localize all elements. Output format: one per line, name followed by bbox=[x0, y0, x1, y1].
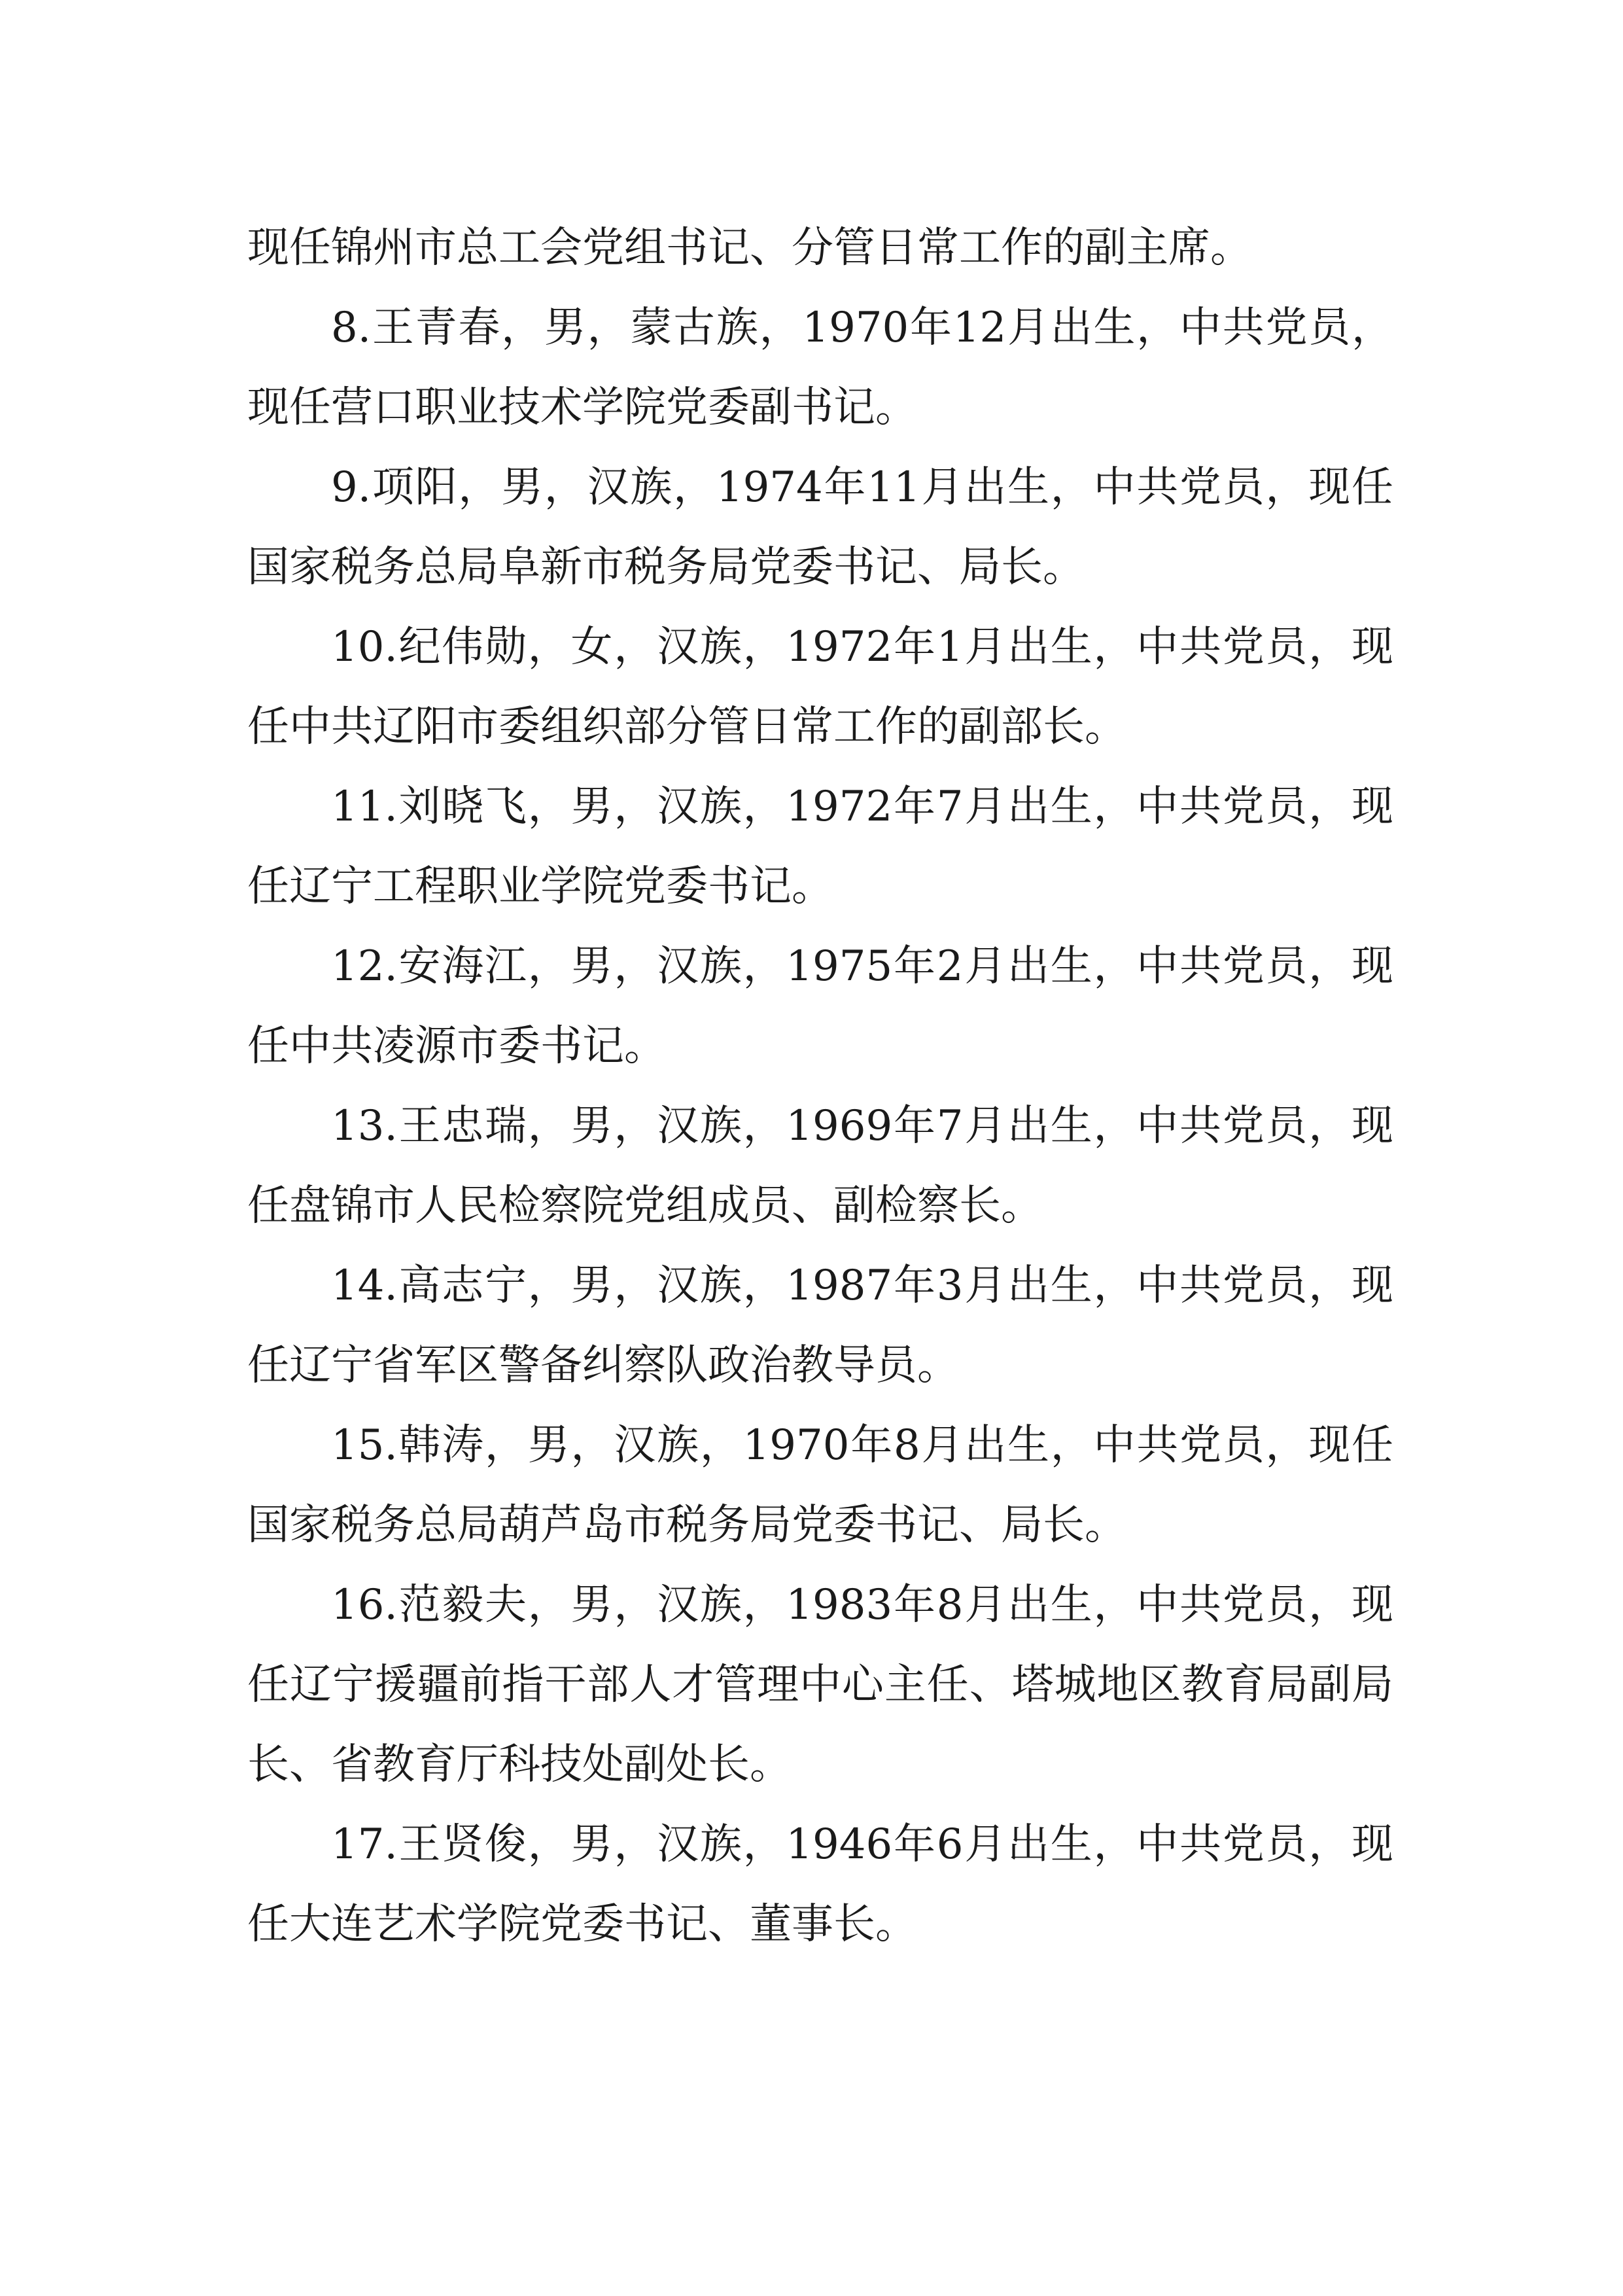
paragraph-item-15: 15.韩涛，男，汉族，1970年8月出生，中共党员，现任国家税务总局葫芦岛市税务局党委书记、局长。 bbox=[247, 1421, 1393, 1549]
paragraph-item-17: 17.王贤俊，男，汉族，1946年6月出生，中共党员，现任大连艺术学院党委书记、董事长。 bbox=[247, 1820, 1393, 1949]
paragraph-item-11: 11.刘晓飞，男，汉族，1972年7月出生，中共党员，现任辽宁工程职业学院党委书记。 bbox=[247, 783, 1393, 911]
paragraph-item-12: 12.安海江，男，汉族，1975年2月出生，中共党员，现任中共凌源市委书记。 bbox=[247, 942, 1393, 1070]
paragraph-item-16: 16.范毅夫，男，汉族，1983年8月出生，中共党员，现任辽宁援疆前指干部人才管理中心主任、塔城地区教育局副局长、省教育厅科技处副处长。 bbox=[247, 1581, 1393, 1789]
paragraph-item-8: 8.王青春，男，蒙古族，1970年12月出生，中共党员，现任营口职业技术学院党委副书记。 bbox=[247, 304, 1393, 432]
paragraph-item-10: 10.纪伟勋，女，汉族，1972年1月出生，中共党员，现任中共辽阳市委组织部分管日常工作的副部长。 bbox=[247, 623, 1393, 751]
paragraph-continuation: 现任锦州市总工会党组书记、分管日常工作的副主席。 bbox=[247, 224, 1252, 272]
paragraph-item-9: 9.项阳，男，汉族，1974年11月出生，中共党员，现任国家税务总局阜新市税务局党委书记、局长。 bbox=[247, 463, 1393, 592]
paragraph-item-13: 13.王忠瑞，男，汉族，1969年7月出生，中共党员，现任盘锦市人民检察院党组成员、副检察长。 bbox=[247, 1102, 1393, 1230]
paragraph-item-14: 14.高志宁，男，汉族，1987年3月出生，中共党员，现任辽宁省军区警备纠察队政治教导员。 bbox=[247, 1262, 1393, 1390]
document-body bbox=[247, 208, 1393, 1964]
